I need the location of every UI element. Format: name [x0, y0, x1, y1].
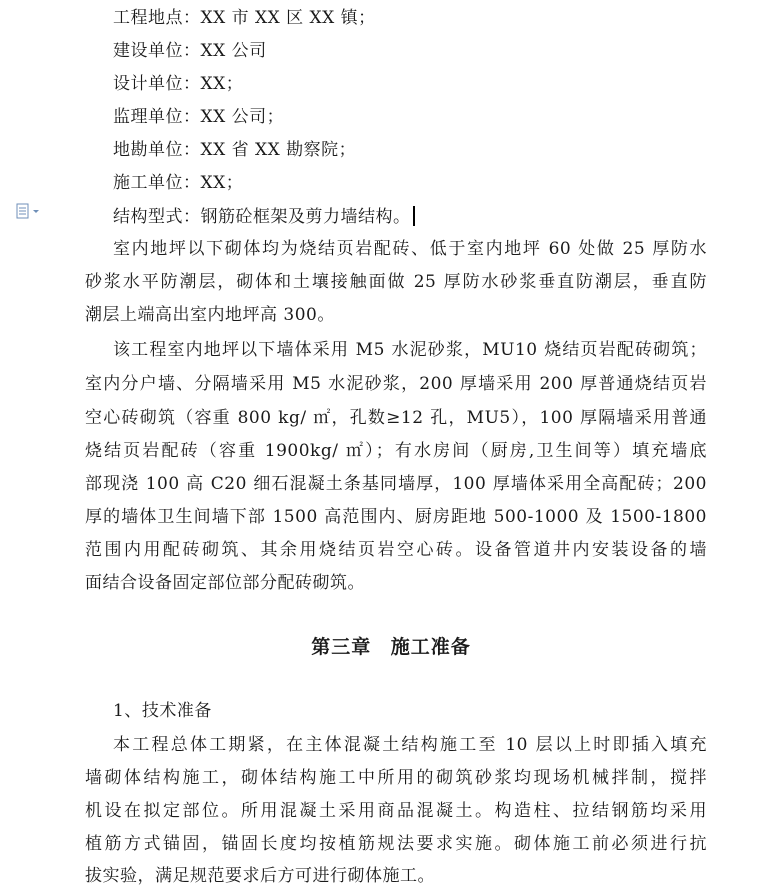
info-value: XX；	[200, 173, 244, 193]
paragraph1-line: 潮层上端高出室内地坪高 300。	[85, 305, 335, 325]
paragraph2-line: 范围内用配砖砌筑、其余用烧结页岩空心砖。设备管道井内安装设备的墙	[85, 540, 707, 560]
paragraph2-line: 室内分户墙、分隔墙采用 M5 水泥砂浆，200 厚墙采用 200 厚普通烧结页岩	[85, 374, 707, 394]
info-value: XX 公司	[200, 41, 267, 61]
info-label: 设计单位：	[113, 74, 201, 94]
paragraph3-line: 本工程总体工期紧，在主体混凝土结构施工至 10 层以上时即插入填充	[113, 735, 707, 755]
info-value: XX 省 XX 勘察院；	[200, 140, 357, 160]
chapter-heading: 第三章 施工准备	[311, 636, 471, 658]
paragraph3-line: 机设在拟定部位。所用混凝土采用商品混凝土。构造柱、拉结钢筋均采用	[85, 801, 707, 821]
paragraph2-line: 空心砖砌筑（容重 800 kg/ ㎡，孔数≥12 孔，MU5），100 厚隔墙采用普通	[85, 408, 707, 428]
info-line-supervisor	[113, 107, 284, 127]
paragraph3-line: 拔实验，满足规范要求后方可进行砌体施工。	[85, 866, 435, 886]
paragraph2-line: 该工程室内地坪以下墙体采用 M5 水泥砂浆，MU10 烧结页岩配砖砌筑；	[113, 340, 707, 360]
text-cursor	[413, 206, 415, 226]
info-label: 施工单位：	[113, 173, 201, 193]
info-value: XX 公司；	[200, 107, 285, 127]
info-line-contractor	[113, 173, 243, 193]
info-label: 地勘单位：	[113, 140, 201, 160]
paragraph2-line: 烧结页岩配砖（容重 1900kg/ ㎡）；有水房间（厨房,卫生间等）填充墙底	[85, 441, 707, 461]
paragraph1-line: 砂浆水平防潮层，砌体和土壤接触面做 25 厚防水砂浆垂直防潮层，垂直防	[85, 272, 707, 292]
info-label: 结构型式：	[113, 207, 201, 227]
info-label: 工程地点：	[113, 8, 201, 28]
info-value: XX；	[200, 74, 244, 94]
info-line-survey	[113, 140, 356, 160]
info-line-owner	[113, 41, 267, 61]
info-line-structure	[113, 206, 415, 227]
paragraph2-line: 厚的墙体卫生间墙下部 1500 高范围内、厨房距地 500-1000 及 1500-1800	[85, 507, 707, 527]
info-line-location	[113, 8, 376, 28]
paragraph3-line: 墙砌体结构施工，砌体结构施工中所用的砌筑砂浆均现场机械拌制，搅拌	[85, 768, 707, 788]
info-line-designer	[113, 74, 243, 94]
info-value: XX 市 XX 区 XX 镇；	[200, 8, 376, 28]
info-value: 钢筋砼框架及剪力墙结构。	[200, 207, 411, 227]
info-label: 建设单位：	[113, 41, 201, 61]
info-label: 监理单位：	[113, 107, 201, 127]
paragraph1-line: 室内地坪以下砌体均为烧结页岩配砖、低于室内地坪 60 处做 25 厚防水	[113, 239, 707, 259]
section-title: 1、技术准备	[113, 701, 212, 721]
paragraph3-line: 植筋方式锚固，锚固长度均按植筋规法要求实施。砌体施工前必须进行抗	[85, 834, 707, 854]
paragraph-options-icon[interactable]	[16, 203, 42, 219]
paragraph2-line: 面结合设备固定部位部分配砖砌筑。	[85, 573, 365, 593]
paragraph2-line: 部现浇 100 高 C20 细石混凝土条基同墙厚，100 厚墙体采用全高配砖；200	[85, 474, 707, 494]
